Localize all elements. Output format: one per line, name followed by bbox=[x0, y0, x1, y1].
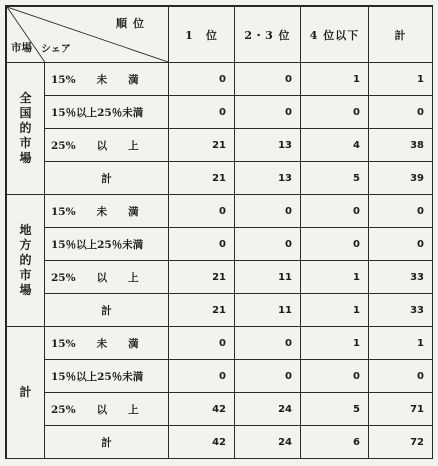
table-row bbox=[7, 393, 433, 426]
value-cell: 0 bbox=[369, 195, 433, 228]
share-range-cell: 計 bbox=[45, 426, 169, 459]
value-cell: 42 bbox=[169, 426, 235, 459]
column-header-rank-4-plus: 4 位以下 bbox=[301, 7, 369, 63]
share-range-cell: 15％以上25％未満 bbox=[45, 96, 169, 129]
share-range-cell: 15％以上25％未満 bbox=[45, 360, 169, 393]
value-cell: 0 bbox=[301, 228, 369, 261]
value-cell: 6 bbox=[301, 426, 369, 459]
value-cell: 0 bbox=[169, 63, 235, 96]
value-cell: 1 bbox=[369, 327, 433, 360]
market-group-label bbox=[7, 327, 45, 459]
value-cell: 21 bbox=[169, 261, 235, 294]
column-header-total: 計 bbox=[369, 7, 433, 63]
value-cell: 1 bbox=[301, 294, 369, 327]
value-cell: 0 bbox=[301, 195, 369, 228]
value-cell: 0 bbox=[301, 96, 369, 129]
value-cell: 33 bbox=[369, 261, 433, 294]
market-group-text: 地方的市場 bbox=[19, 223, 32, 297]
value-cell: 72 bbox=[369, 426, 433, 459]
market-group-text: 計 bbox=[19, 385, 32, 399]
table-row bbox=[7, 426, 433, 459]
table-row bbox=[7, 327, 433, 360]
table-row bbox=[7, 360, 433, 393]
table-row bbox=[7, 63, 433, 96]
value-cell: 4 bbox=[301, 129, 369, 162]
value-cell: 5 bbox=[301, 393, 369, 426]
value-cell: 0 bbox=[235, 360, 301, 393]
value-cell: 11 bbox=[235, 294, 301, 327]
table-row bbox=[7, 261, 433, 294]
share-range-cell: 計 bbox=[45, 162, 169, 195]
market-group-text: 全国的市場 bbox=[19, 91, 32, 165]
table-row bbox=[7, 162, 433, 195]
share-range-cell: 25% 以 上 bbox=[45, 129, 169, 162]
column-header-rank-2-3: 2・3 位 bbox=[235, 7, 301, 63]
share-range-cell: 15% 未 満 bbox=[45, 327, 169, 360]
rank-label: 順位 bbox=[116, 17, 150, 30]
value-cell: 0 bbox=[169, 360, 235, 393]
header-row bbox=[7, 7, 433, 63]
value-cell: 0 bbox=[235, 96, 301, 129]
market-label: 市場 bbox=[11, 42, 32, 54]
share-range-cell: 計 bbox=[45, 294, 169, 327]
value-cell: 1 bbox=[369, 63, 433, 96]
value-cell: 42 bbox=[169, 393, 235, 426]
share-label: シェア bbox=[41, 44, 71, 55]
table-row bbox=[7, 195, 433, 228]
value-cell: 5 bbox=[301, 162, 369, 195]
value-cell: 11 bbox=[235, 261, 301, 294]
table-row bbox=[7, 228, 433, 261]
value-cell: 24 bbox=[235, 393, 301, 426]
value-cell: 0 bbox=[235, 327, 301, 360]
value-cell: 0 bbox=[235, 63, 301, 96]
table-row bbox=[7, 294, 433, 327]
value-cell: 0 bbox=[169, 96, 235, 129]
value-cell: 13 bbox=[235, 129, 301, 162]
value-cell: 0 bbox=[169, 327, 235, 360]
market-share-table-frame bbox=[5, 5, 433, 459]
table-row bbox=[7, 129, 433, 162]
value-cell: 24 bbox=[235, 426, 301, 459]
share-range-cell: 15% 未 満 bbox=[45, 195, 169, 228]
value-cell: 21 bbox=[169, 294, 235, 327]
value-cell: 13 bbox=[235, 162, 301, 195]
share-range-cell: 15％以上25％未満 bbox=[45, 228, 169, 261]
value-cell: 33 bbox=[369, 294, 433, 327]
share-range-cell: 25% 以 上 bbox=[45, 261, 169, 294]
corner-header-cell bbox=[7, 7, 169, 63]
value-cell: 21 bbox=[169, 162, 235, 195]
value-cell: 71 bbox=[369, 393, 433, 426]
value-cell: 0 bbox=[301, 360, 369, 393]
value-cell: 21 bbox=[169, 129, 235, 162]
value-cell: 38 bbox=[369, 129, 433, 162]
share-range-cell: 25% 以 上 bbox=[45, 393, 169, 426]
value-cell: 0 bbox=[369, 360, 433, 393]
market-group-label bbox=[7, 63, 45, 195]
market-group-label bbox=[7, 195, 45, 327]
table-row bbox=[7, 96, 433, 129]
value-cell: 0 bbox=[369, 96, 433, 129]
value-cell: 39 bbox=[369, 162, 433, 195]
value-cell: 0 bbox=[369, 228, 433, 261]
value-cell: 0 bbox=[169, 195, 235, 228]
column-header-rank-1: 1 位 bbox=[169, 7, 235, 63]
value-cell: 1 bbox=[301, 63, 369, 96]
value-cell: 0 bbox=[169, 228, 235, 261]
value-cell: 1 bbox=[301, 261, 369, 294]
market-share-table bbox=[6, 6, 433, 459]
value-cell: 0 bbox=[235, 228, 301, 261]
value-cell: 1 bbox=[301, 327, 369, 360]
share-range-cell: 15% 未 満 bbox=[45, 63, 169, 96]
value-cell: 0 bbox=[235, 195, 301, 228]
